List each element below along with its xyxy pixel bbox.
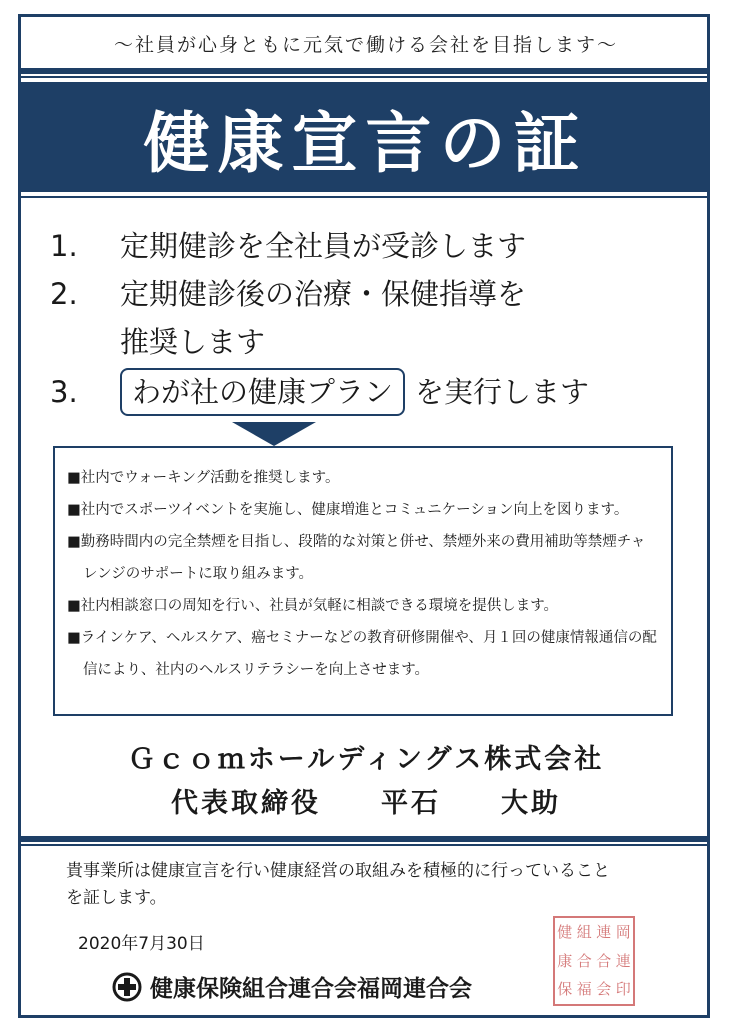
action-item: ■社内でスポーツイベントを実施し、健康増進とコミュニケーション向上を図ります。 — [67, 502, 629, 518]
action-item: ■ラインケア、ヘルスケア、癌セミナーなどの教育研修開催や、月１回の健康情報通信の配信により、社内のヘルスリテラシーを向上させます。 — [67, 630, 657, 678]
pledge-text: を実行します — [415, 375, 590, 409]
pledge-number: 2. — [50, 277, 78, 311]
pledge-number: 1. — [50, 229, 78, 263]
issuer-name: 健康保険組合連合会福岡連合会 — [150, 976, 472, 1002]
certificate-title: 健康宣言の証 — [143, 103, 588, 182]
title-banner — [21, 82, 710, 192]
down-arrow-icon — [232, 422, 316, 446]
bottom-rule — [21, 836, 710, 842]
health-plan-actions — [53, 446, 673, 716]
company-name: Ｇｃｏｍホールディングス株式会社 — [127, 744, 605, 775]
banner-under-rule — [21, 196, 710, 198]
pledge-list — [50, 222, 690, 416]
company-block — [20, 738, 712, 826]
certification-text: 貴事業所は健康宣言を行い健康経営の取組みを積極的に行っていることを証します。 — [66, 861, 610, 908]
action-item: ■社内でウォーキング活動を推奨します。 — [67, 470, 340, 486]
kenpo-cross-logo-icon — [112, 972, 142, 1002]
action-item: ■社内相談窓口の周知を行い、社員が気軽に相談できる環境を提供します。 — [67, 598, 559, 614]
pledge-text: 定期健診を全社員が受診します — [120, 229, 527, 263]
tagline: ～社員が心身ともに元気で働ける会社を目指します～ — [113, 34, 618, 56]
official-seal-stamp: 健 組 連 岡 康 合 合 連 保 福 会 印 — [553, 916, 635, 1006]
issuer — [112, 970, 472, 1003]
pledge-item — [50, 270, 690, 318]
health-plan-box: わが社の健康プラン — [120, 368, 405, 416]
pledge-item — [50, 222, 690, 270]
pledge-text-continued: 推奨します — [120, 325, 266, 359]
top-rule-thin — [21, 76, 710, 78]
pledge-number: 3. — [50, 375, 78, 409]
representative-name: 代表取締役 平石 大助 — [171, 788, 561, 819]
action-item: ■勤務時間内の完全禁煙を目指し、段階的な対策と併せ、禁煙外来の費用補助等禁煙チャレンジのサポートに取り組みます。 — [67, 534, 646, 582]
pledge-item — [50, 368, 690, 416]
issue-date: 2020年7月30日 — [78, 934, 205, 954]
bottom-rule-thin — [21, 844, 710, 846]
top-rule — [21, 68, 710, 74]
pledge-text: 定期健診後の治療・保健指導を — [120, 277, 527, 311]
